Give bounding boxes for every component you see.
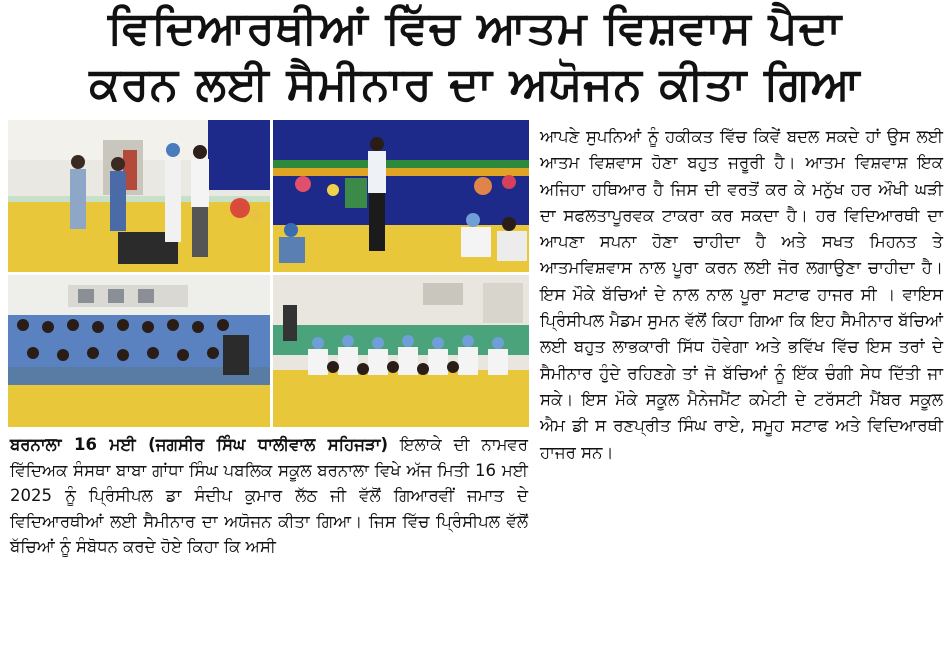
headline-line-1: ਵਿਦਿਆਰਥੀਆਂ ਵਿੱਚ ਆਤਮ ਵਿਸ਼ਵਾਸ ਪੈਦਾ xyxy=(107,1,843,54)
photo-students-seated-1 xyxy=(8,275,270,427)
article-left-text: ਇਲਾਕੇ ਦੀ ਨਾਮਵਰ ਵਿੱਦਿਅਕ ਸੰਸਥਾ ਬਾਬਾ ਗਾਂਧਾ ਸਿੰਘ ਪਬਲਿਕ ਸਕੂਲ ਬਰਨਾਲਾ ਵਿਖੇ ਅੱਜ ਮਿਤੀ 16 ਮਈ 2025 ਨੂੰ ਪ੍ਰਿੰਸੀਪਲ ਡਾ ਸੰਦੀਪ ਕੁਮਾਰ ਲੱਠ ਜੀ ਵੱਲੋਂ ਗਿਆਰਵੀਂ ਜਮਾਤ ਦੇ ਵਿਦਿਆਰਥੀਆਂ ਲਈ ਸੈਮੀਨਾਰ ਦਾ ਅਯੋਜਨ ਕੀਤਾ ਗਿਆ। ਜਿਸ ਵਿੱਚ ਪ੍ਰਿੰਸੀਪਲ ਵੱਲੋਂ ਬੱਚਿਆਂ ਨੂੰ ਸੰਬੋਧਨ ਕਰਦੇ ਹੋਏ ਕਿਹਾ ਕਿ ਅਸੀ xyxy=(10,435,528,556)
headline-line-2: ਕਰਨ ਲਈ ਸੈਮੀਨਾਰ ਦਾ ਅਯੋਜਨ ਕੀਤਾ ਗਿਆ xyxy=(89,57,861,110)
photo-collage xyxy=(8,120,528,428)
photo-principal-on-stage xyxy=(273,120,529,272)
article-left-column xyxy=(10,432,528,644)
article-dateline: ਬਰਨਾਲਾ 16 ਮਈ (ਜਗਸੀਰ ਸਿੰਘ ਧਾਲੀਵਾਲ ਸਹਿਜੜਾ) xyxy=(10,435,389,454)
article-right-text: ਆਪਣੇ ਸੁਪਨਿਆਂ ਨੂੰ ਹਕੀਕਤ ਵਿੱਚ ਕਿਵੇਂ ਬਦਲ ਸਕਦੇ ਹਾਂ ਉਸ ਲਈ ਆਤਮ ਵਿਸ਼ਵਾਸ ਹੋਣਾ ਬਹੁਤ ਜਰੂਰੀ ਹੈ। ਆਤਮ ਵਿਸ਼ਵਾਸ਼ ਇਕ ਅਜਿਹਾ ਹਥਿਆਰ ਹੈ ਜਿਸ ਦੀ ਵਰਤੋਂ ਕਰ ਕੇ ਮਨੁੱਖ ਹਰ ਔਖੀ ਘੜੀ ਦਾ ਸਫਲਤਾਪੂਰਵਕ ਟਾਕਰਾ ਕਰ ਸਕਦਾ ਹੈ। ਹਰ ਵਿਦਿਆਰਥੀ ਦਾ ਆਪਣਾ ਸਪਨਾ ਹੋਣਾ ਚਾਹੀਦਾ ਹੈ ਅਤੇ ਸਖਤ ਮਿਹਨਤ ਤੇ ਆਤਮਵਿਸ਼ਵਾਸ ਨਾਲ ਪੂਰਾ ਕਰਨ ਲਈ ਜੋਰ ਲਗਾਉਣਾ ਚਾਹੀਦਾ ਹੈ। ਇਸ ਮੌਕੇ ਬੱਚਿਆਂ ਦੇ ਨਾਲ ਨਾਲ ਪੂਰਾ ਸਟਾਫ ਹਾਜਰ ਸੀ । ਵਾਇਸ ਪ੍ਰਿੰਸੀਪਲ ਮੈਡਮ ਸੁਮਨ ਵੱਲੋਂ ਕਿਹਾ ਗਿਆ ਕਿ ਇਹ ਸੈਮੀਨਾਰ ਬੱਚਿਆਂ ਲਈ ਬਹੁਤ ਲਾਭਕਾਰੀ ਸਿੱਧ ਹੋਵੇਗਾ ਅਤੇ ਭਵਿੱਖ ਵਿੱਚ ਇਸ ਤਰਾਂ ਦੇ ਸੈਮੀਨਾਰ ਹੁੰਦੇ ਰਹਿਣਗੇ ਤਾਂ ਜੋ ਬੱਚਿਆਂ ਨੂੰ ਇੱਕ ਚੰਗੀ ਸੇਧ ਦਿੱਤੀ ਜਾ ਸਕੇ। ਇਸ ਮੌਕੇ ਸਕੂਲ ਮੈਨੇਜਮੈਂਟ ਕਮੇਟੀ ਦੇ ਟਰੱਸਟੀ ਮੈਂਬਰ ਸਕੂਲ ਐਮ ਡੀ ਸ ਰਣਪ੍ਰੀਤ ਸਿੰਘ ਰਾਏ, ਸਮੂਹ ਸਟਾਫ ਅਤੇ ਵਿਦਿਆਰਥੀ ਹਾਜਰ ਸਨ। xyxy=(540,127,943,462)
photo-students-seated-2 xyxy=(273,275,529,427)
photo-teachers-speaking xyxy=(8,120,270,272)
headline xyxy=(0,0,950,118)
article-right-column xyxy=(540,124,943,644)
